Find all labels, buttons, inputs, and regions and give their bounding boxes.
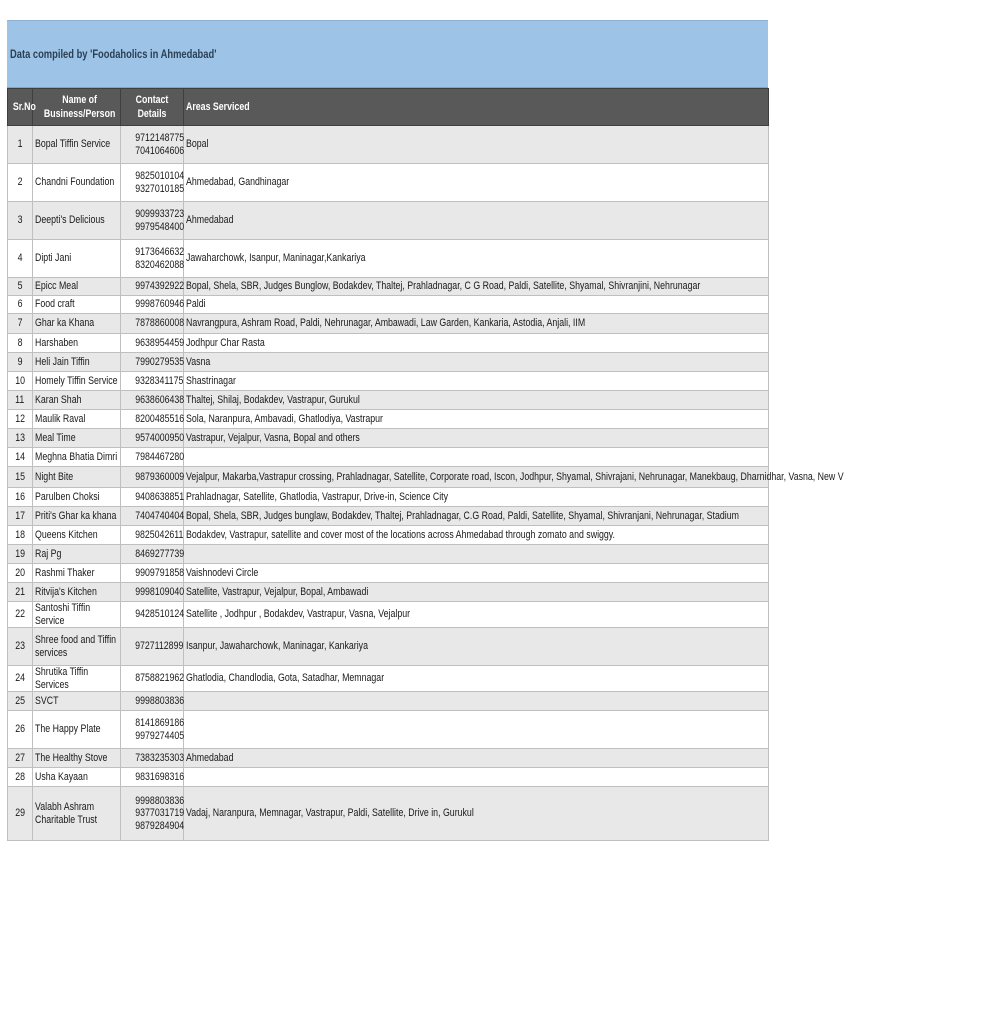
cell-areas-serviced: Ahmedabad [184, 202, 769, 240]
header-areas: Areas Serviced [184, 89, 769, 126]
vendor-table [7, 88, 844, 841]
cell-sr-no: 21 [8, 583, 33, 602]
phone-number: 9099933723 [135, 208, 185, 220]
cell-sr-no: 4 [8, 240, 33, 278]
phone-number: 9328341175 [135, 374, 184, 387]
cell-business-name: Rashmi Thaker [33, 564, 121, 583]
cell-areas-serviced: Vasna [184, 353, 769, 372]
phone-number: 9727112899 [135, 640, 184, 653]
cell-areas-serviced: Vejalpur, Makarba,Vastrapur crossing, Prahladnagar, Satellite, Corporate road, Iscon, Jodhpur, Shyamal, Shivrajani, Nehrunagar, Manekbaug, Dharnidhar, Vasna, New V [184, 467, 769, 488]
cell-areas-serviced [184, 545, 769, 564]
cell-contact-details [121, 692, 184, 711]
cell-sr-no: 25 [8, 692, 33, 711]
table-row [8, 526, 769, 545]
cell-areas-serviced: Jawaharchowk, Isanpur, Maninagar,Kankariya [184, 240, 769, 278]
cell-contact-details [121, 314, 184, 334]
cell-contact-details [121, 768, 184, 787]
cell-contact-details [121, 545, 184, 564]
cell-areas-serviced: Bodakdev, Vastrapur, satellite and cover most of the locations across Ahmedabad through zomato and swiggy. [184, 526, 769, 545]
cell-business-name: Santoshi Tiffin Service [33, 602, 121, 628]
cell-contact-details [121, 488, 184, 507]
table-row [8, 583, 769, 602]
cell-contact-details [121, 564, 184, 583]
table-row [8, 711, 769, 749]
cell-areas-serviced [184, 711, 769, 749]
cell-contact-details [121, 628, 184, 666]
cell-areas-serviced: Bopal [184, 126, 769, 164]
cell-areas-serviced: Satellite , Jodhpur , Bodakdev, Vastrapur, Vasna, Vejalpur [184, 602, 769, 628]
cell-business-name: Usha Kayaan [33, 768, 121, 787]
phone-number: 7041064606 [135, 144, 185, 157]
phone-number: 9638954459 [135, 336, 185, 349]
phone-number: 9979274405 [135, 729, 185, 742]
cell-sr-no: 28 [8, 768, 33, 787]
cell-business-name: Valabh Ashram Charitable Trust [33, 787, 121, 841]
phone-number: 9974392922 [135, 280, 185, 293]
table-row [8, 545, 769, 564]
table-row [8, 314, 769, 334]
table-row [8, 164, 769, 202]
cell-business-name: Raj Pg [33, 545, 121, 564]
cell-contact-details [121, 711, 184, 749]
phone-number: 7984467280 [135, 450, 185, 463]
cell-areas-serviced: Vaishnodevi Circle [184, 564, 769, 583]
table-row [8, 353, 769, 372]
phone-number: 9979548400 [135, 220, 185, 233]
phone-number: 9998803836 [135, 694, 185, 707]
table-row [8, 334, 769, 353]
cell-contact-details [121, 353, 184, 372]
cell-sr-no: 6 [8, 296, 33, 314]
phone-number: 7404740404 [135, 509, 185, 522]
cell-business-name: Bopal Tiffin Service [33, 126, 121, 164]
cell-contact-details [121, 602, 184, 628]
cell-areas-serviced [184, 692, 769, 711]
phone-number: 9831698316 [135, 770, 185, 783]
cell-contact-details [121, 164, 184, 202]
header-row [8, 89, 769, 126]
cell-sr-no: 12 [8, 410, 33, 429]
cell-contact-details [121, 278, 184, 296]
cell-contact-details [121, 526, 184, 545]
cell-contact-details [121, 429, 184, 448]
cell-contact-details [121, 391, 184, 410]
cell-contact-details [121, 334, 184, 353]
phone-number: 9879360009 [135, 470, 185, 483]
cell-areas-serviced: Jodhpur Char Rasta [184, 334, 769, 353]
cell-business-name: Dipti Jani [33, 240, 121, 278]
cell-business-name: Queens Kitchen [33, 526, 121, 545]
table-row [8, 372, 769, 391]
table-row [8, 692, 769, 711]
table-row [8, 296, 769, 314]
cell-areas-serviced: Satellite, Vastrapur, Vejalpur, Bopal, Ambawadi [184, 583, 769, 602]
cell-sr-no: 5 [8, 278, 33, 296]
phone-number: 9879284904 [135, 819, 185, 832]
cell-areas-serviced: Ahmedabad [184, 749, 769, 768]
table-row [8, 126, 769, 164]
title-bar [7, 20, 768, 88]
cell-sr-no: 17 [8, 507, 33, 526]
cell-areas-serviced: Navrangpura, Ashram Road, Paldi, Nehrunagar, Ambawadi, Law Garden, Kankaria, Astodia, Anjali, IIM [184, 314, 769, 334]
cell-sr-no: 23 [8, 628, 33, 666]
phone-number: 9408638851 [135, 490, 185, 503]
cell-business-name: Ritvija's Kitchen [33, 583, 121, 602]
phone-number: 8141869186 [135, 717, 185, 729]
cell-sr-no: 13 [8, 429, 33, 448]
cell-sr-no: 22 [8, 602, 33, 628]
cell-sr-no: 7 [8, 314, 33, 334]
cell-sr-no: 15 [8, 467, 33, 488]
cell-sr-no: 16 [8, 488, 33, 507]
cell-areas-serviced: Sola, Naranpura, Ambavadi, Ghatlodiya, Vastrapur [184, 410, 769, 429]
phone-number: 8758821962 [135, 672, 185, 685]
cell-business-name: Harshaben [33, 334, 121, 353]
cell-contact-details [121, 749, 184, 768]
table-row [8, 448, 769, 467]
header-sr-no: Sr.No [8, 89, 33, 126]
phone-number: 9998109040 [135, 585, 185, 598]
phone-number: 8320462088 [135, 258, 185, 271]
phone-number: 9998803836 [135, 794, 185, 807]
cell-contact-details [121, 410, 184, 429]
cell-sr-no: 26 [8, 711, 33, 749]
cell-sr-no: 14 [8, 448, 33, 467]
cell-business-name: Heli Jain Tiffin [33, 353, 121, 372]
cell-contact-details [121, 448, 184, 467]
phone-number: 9327010185 [135, 182, 185, 195]
phone-number: 9638606438 [135, 393, 185, 406]
cell-sr-no: 29 [8, 787, 33, 841]
cell-business-name: Shrutika Tiffin Services [33, 666, 121, 692]
cell-areas-serviced: Vadaj, Naranpura, Memnagar, Vastrapur, Paldi, Satellite, Drive in, Gurukul [184, 787, 769, 841]
cell-business-name: Maulik Raval [33, 410, 121, 429]
cell-areas-serviced: Prahladnagar, Satellite, Ghatlodia, Vastrapur, Drive-in, Science City [184, 488, 769, 507]
table-row [8, 278, 769, 296]
cell-areas-serviced: Bopal, Shela, SBR, Judges bunglaw, Bodakdev, Thaltej, Prahladnagar, C.G Road, Paldi, Satellite, Shyamal, Shivranjani, Nehrunagar, Stadium [184, 507, 769, 526]
cell-sr-no: 3 [8, 202, 33, 240]
phone-number: 9909791858 [135, 566, 185, 579]
phone-number: 7990279535 [135, 355, 185, 368]
sheet-title: Data compiled by 'Foodaholics in Ahmedabad' [10, 47, 217, 61]
cell-contact-details [121, 666, 184, 692]
header-name: Name of Business/Person [33, 89, 121, 126]
cell-business-name: Shree food and Tiffin services [33, 628, 121, 666]
table-row [8, 666, 769, 692]
cell-areas-serviced: Ghatlodia, Chandlodia, Gota, Satadhar, Memnagar [184, 666, 769, 692]
cell-sr-no: 24 [8, 666, 33, 692]
phone-number: 9377031719 [135, 807, 185, 820]
cell-contact-details [121, 507, 184, 526]
cell-business-name: Karan Shah [33, 391, 121, 410]
phone-number: 9825010104 [135, 170, 185, 182]
table-row [8, 391, 769, 410]
cell-sr-no: 18 [8, 526, 33, 545]
phone-number: 7878860008 [135, 317, 185, 330]
phone-number: 7383235303 [135, 751, 185, 764]
cell-sr-no: 27 [8, 749, 33, 768]
cell-areas-serviced: Thaltej, Shilaj, Bodakdev, Vastrapur, Gurukul [184, 391, 769, 410]
table-row [8, 467, 769, 488]
cell-areas-serviced: Shastrinagar [184, 372, 769, 391]
cell-sr-no: 11 [8, 391, 33, 410]
table-row [8, 429, 769, 448]
table-row [8, 602, 769, 628]
phone-number: 9428510124 [135, 608, 185, 621]
cell-areas-serviced: Bopal, Shela, SBR, Judges Bunglow, Bodakdev, Thaltej, Prahladnagar, C G Road, Paldi, Satellite, Shyamal, Shivranjini, Nehrunagar [184, 278, 769, 296]
cell-sr-no: 19 [8, 545, 33, 564]
cell-contact-details [121, 467, 184, 488]
cell-business-name: Meal Time [33, 429, 121, 448]
cell-sr-no: 1 [8, 126, 33, 164]
cell-sr-no: 2 [8, 164, 33, 202]
cell-sr-no: 8 [8, 334, 33, 353]
table-row [8, 564, 769, 583]
cell-business-name: Priti's Ghar ka khana [33, 507, 121, 526]
table-row [8, 507, 769, 526]
phone-number: 9173646632 [135, 246, 185, 258]
cell-business-name: Deepti's Delicious [33, 202, 121, 240]
cell-sr-no: 10 [8, 372, 33, 391]
spreadsheet [7, 20, 844, 841]
cell-contact-details [121, 583, 184, 602]
cell-business-name: Epicc Meal [33, 278, 121, 296]
cell-areas-serviced: Paldi [184, 296, 769, 314]
cell-business-name: Parulben Choksi [33, 488, 121, 507]
cell-areas-serviced: Isanpur, Jawaharchowk, Maninagar, Kankariya [184, 628, 769, 666]
cell-business-name: Food craft [33, 296, 121, 314]
cell-business-name: SVCT [33, 692, 121, 711]
phone-number: 8469277739 [135, 547, 185, 560]
cell-contact-details [121, 372, 184, 391]
table-row [8, 240, 769, 278]
cell-areas-serviced [184, 448, 769, 467]
phone-number: 9998760946 [135, 298, 185, 311]
table-row [8, 768, 769, 787]
cell-business-name: Meghna Bhatia Dimri [33, 448, 121, 467]
cell-business-name: The Happy Plate [33, 711, 121, 749]
table-row [8, 787, 769, 841]
cell-business-name: Night Bite [33, 467, 121, 488]
phone-number: 9712148775 [135, 132, 185, 144]
cell-business-name: Homely Tiffin Service [33, 372, 121, 391]
cell-business-name: Chandni Foundation [33, 164, 121, 202]
header-contact: Contact Details [121, 89, 184, 126]
phone-number: 9574000950 [135, 431, 185, 444]
table-row [8, 202, 769, 240]
cell-contact-details [121, 240, 184, 278]
table-row [8, 410, 769, 429]
cell-contact-details [121, 126, 184, 164]
table-row [8, 749, 769, 768]
phone-number: 9825042611 [135, 528, 184, 541]
cell-sr-no: 20 [8, 564, 33, 583]
table-row [8, 628, 769, 666]
phone-number: 8200485516 [135, 412, 185, 425]
table-row [8, 488, 769, 507]
cell-sr-no: 9 [8, 353, 33, 372]
cell-business-name: The Healthy Stove [33, 749, 121, 768]
cell-areas-serviced [184, 768, 769, 787]
cell-areas-serviced: Vastrapur, Vejalpur, Vasna, Bopal and others [184, 429, 769, 448]
cell-contact-details [121, 296, 184, 314]
cell-business-name: Ghar ka Khana [33, 314, 121, 334]
cell-contact-details [121, 787, 184, 841]
cell-areas-serviced: Ahmedabad, Gandhinagar [184, 164, 769, 202]
cell-contact-details [121, 202, 184, 240]
